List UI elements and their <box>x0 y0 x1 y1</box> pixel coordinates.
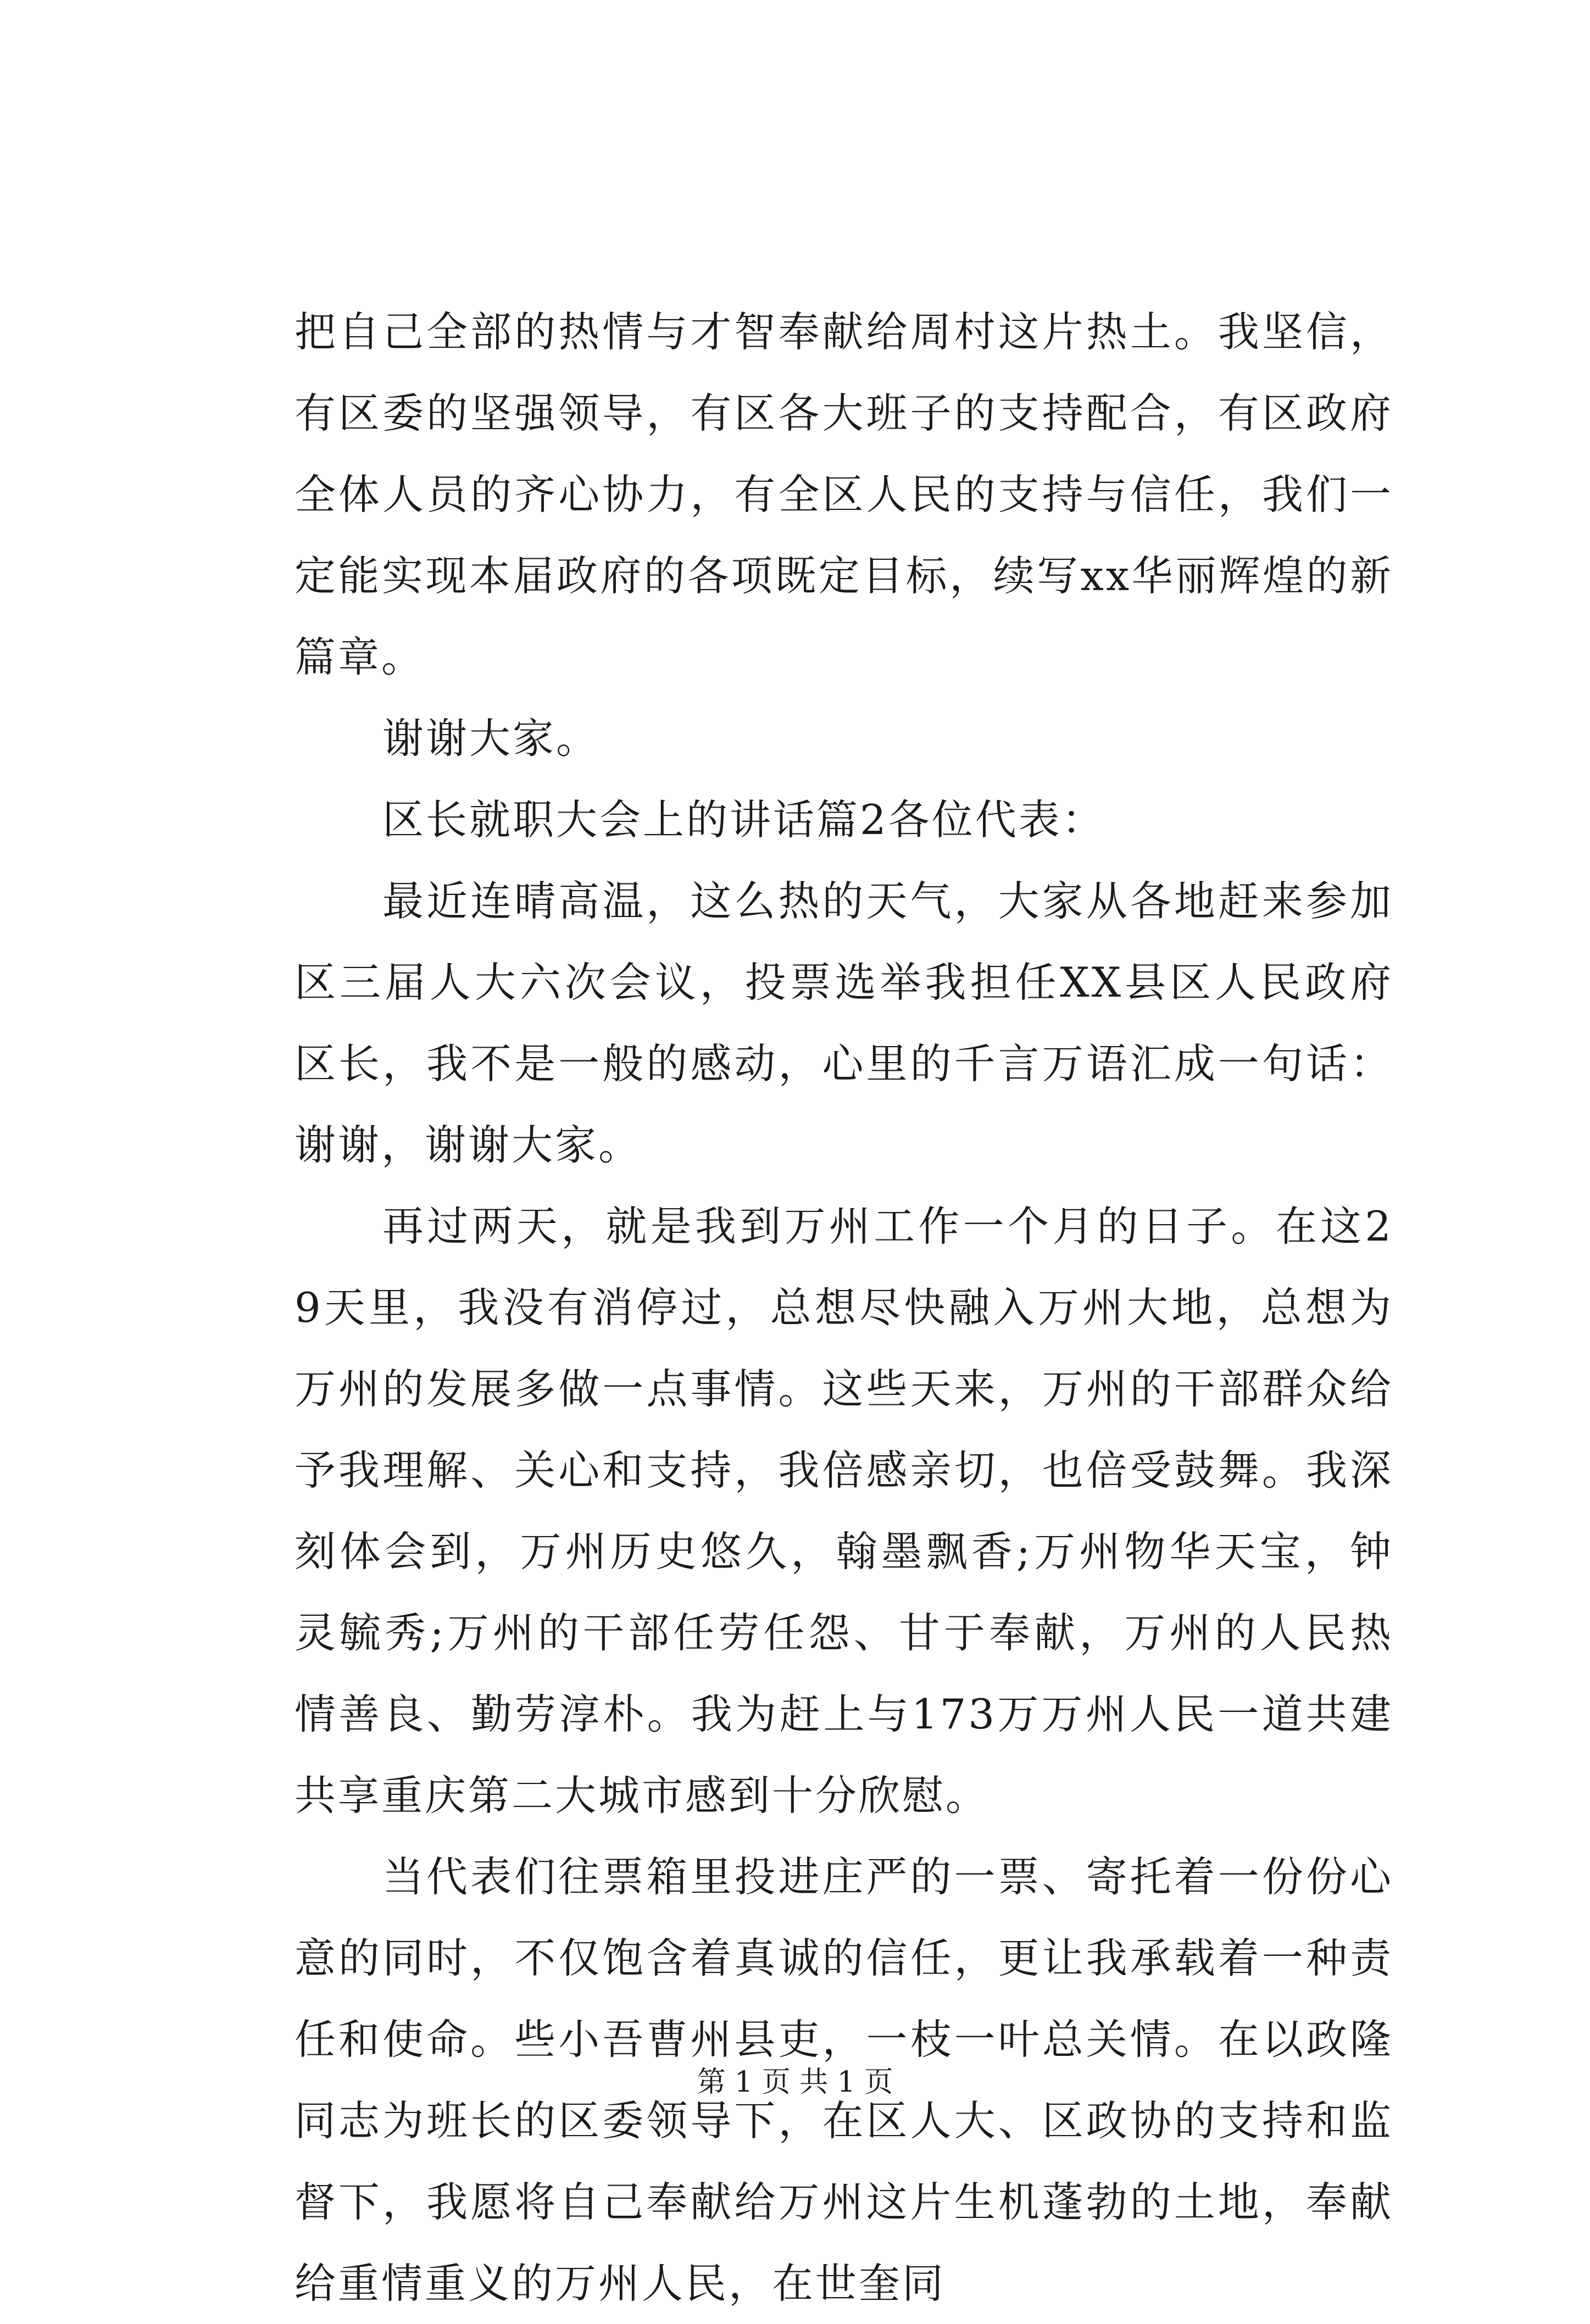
page-footer: 第 1 页 共 1 页 <box>697 2066 893 2099</box>
paragraph: 当代表们往票箱里投进庄严的一票、寄托着一份份心意的同时，不仅饱含着真诚的信任，更让我承载着一种责任和使命。些小吾曹州县吏，一枝一叶总关情。在以政隆同志为班长的区委领导下，在区人大、区政协的支持和监督下，我愿将自己奉献给万州这片生机蓬勃的土地，奉献给重情重义的万州人民，在世奎同 <box>294 1853 1393 2308</box>
paragraph-thanks: 谢谢大家。 <box>382 714 600 763</box>
paragraph: 最近连晴高温，这么热的天气，大家从各地赶来参加区三届人大六次会议，投票选举我担任XX县区人民政府区长，我不是一般的感动，心里的千言万语汇成一句话：谢谢，谢谢大家。 <box>294 877 1393 1169</box>
paragraph-continuation: 把自己全部的热情与才智奉献给周村这片热土。我坚信，有区委的坚强领导，有区各大班子的支持配合，有区政府全体人员的齐心协力，有全区人民的支持与信任，我们一定能实现本届政府的各项既定目标，续写xx华丽辉煌的新篇章。 <box>294 308 1393 681</box>
section-heading: 区长就职大会上的讲话篇2各位代表： <box>382 796 1105 844</box>
paragraph: 再过两天，就是我到万州工作一个月的日子。在这29天里，我没有消停过，总想尽快融入万州大地，总想为万州的发展多做一点事情。这些天来，万州的干部群众给予我理解、关心和支持，我倍感亲切，也倍受鼓舞。我深刻体会到，万州历史悠久，翰墨飘香;万州物华天宝，钟灵毓秀;万州的干部任劳任怨、甘于奉献，万州的人民热情善良、勤劳淳朴。我为赶上与173万万州人民一道共建共享重庆第二大城市感到十分欣慰。 <box>294 1202 1393 1820</box>
document-body <box>294 291 1393 2324</box>
